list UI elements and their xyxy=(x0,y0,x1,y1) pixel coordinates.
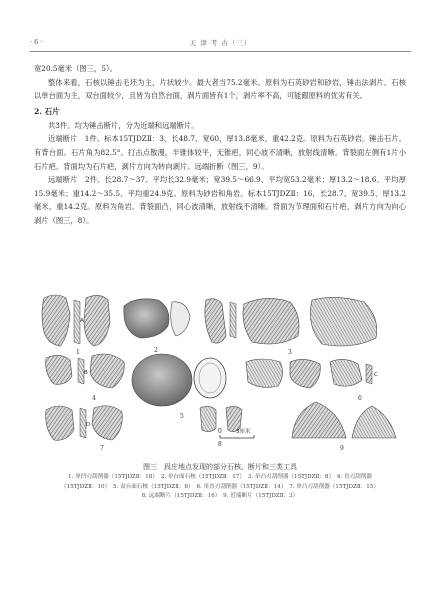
paragraph-flakes-intro: 共3件。均为锤击断片，分为近端和远端断片。 xyxy=(48,120,199,130)
tool-1-drawing xyxy=(42,295,110,356)
section-label-c: C xyxy=(374,372,378,378)
section-label-b: B xyxy=(84,370,88,376)
tool-9-drawing xyxy=(292,402,396,452)
paragraph-proximal-flake: 近端断片 1件。标本15TJDZⅡ：3，长48.7、宽60、厚13.8毫米，重42.2克。原料为石英砂岩。锤击石片。有背台面。石片角为82.5°。打击点散漫，半锥体较平，无锥疤，同心波不清晰，放射线清晰。背裂面左侧有1片小石片疤。背面均为石片疤，剥片方向为转向剥片。远端折断（图三，9）。 xyxy=(34,134,406,171)
tool-6-drawing xyxy=(246,359,378,402)
figure-number-4: 4 xyxy=(92,395,96,402)
journal-title: 天 津 考 古（三） xyxy=(189,39,252,47)
tool-3-drawing xyxy=(205,297,377,356)
figure-number-8: 8 xyxy=(218,441,222,448)
page-header xyxy=(30,38,411,50)
scale-zero: 0 xyxy=(218,428,222,435)
section-label-d: D xyxy=(86,422,91,428)
body-line: 宽20.5毫米（图三，5）。 xyxy=(34,64,117,73)
paragraph-distal-flake: 远端断片 2件。长28.7～37、平均长32.9毫米；宽39.5～66.9、平均宽53.2毫米；厚13.2～18.6、平均厚15.9毫米；重14.2～35.5、平均重24.9克。原料为砂岩和角岩。标本15TJDZⅡ：16，长28.7、宽39.5、厚13.2毫米，重14.2克。原料为角岩。背裂面凸，同心波清晰，放射线不清晰。背面为节理面和石片疤，剥片方向为向心剥片（图三，8）。 xyxy=(34,175,406,225)
figure-number-7: 7 xyxy=(100,445,104,452)
caption-line: 8. 远端断片（15TJDZⅡ：16） 9. 近端断片（15TJDZⅡ：3） xyxy=(141,493,299,499)
header-rule xyxy=(30,51,411,52)
caption-line: 1. 单凹刃刮削器（15TJDZⅡ：18） 2. 单台面石核（15TJDZⅡ：17） 3. 单凸刃刮削器（15TJDZⅡ：8） 4. 直刃刮削器 xyxy=(68,474,372,480)
tool-7-drawing xyxy=(46,406,123,452)
caption-line: （15TJDZⅡ：10） 5. 双台面石核（15TJDZⅡ：6） 6. 单直刃刮削器（15TJDZⅡ：14） 7. 单凸刃刮削器（15TJDZⅡ：15） xyxy=(61,483,379,490)
article-body xyxy=(34,62,406,228)
figure-number-6: 6 xyxy=(358,395,362,402)
scale-bar xyxy=(218,427,254,438)
stone-tools-figure xyxy=(40,292,402,452)
section-title: 2. 石片 xyxy=(34,106,60,116)
figure-number-3: 3 xyxy=(288,349,292,356)
page-number: · 6 · xyxy=(30,38,43,46)
tool-2-drawing xyxy=(124,299,190,354)
figure-number-2: 2 xyxy=(154,347,158,354)
caption-title: 图三 段庄地点发现的部分石核、断片和三类工具 xyxy=(143,463,297,471)
figure-number-5: 5 xyxy=(180,413,184,420)
figure-number-9: 9 xyxy=(340,445,344,452)
figure-number-1: 1 xyxy=(76,349,80,356)
figure-caption xyxy=(34,462,406,502)
tool-4-drawing xyxy=(46,354,125,402)
paragraph-cores: 整体来看，石核以锤击毛坯为主，片状较少。最大者当75.2毫米。原料为石英砂岩和砂岩，锤击法剥片。石核以单台面为主，双台面较少，且皆为自然台面，剥片面皆有1个，剥片率不高，可能跟原料的优劣有关。 xyxy=(34,77,406,101)
section-label-a: A xyxy=(80,318,84,324)
scale-label: 3厘米 xyxy=(236,429,251,435)
